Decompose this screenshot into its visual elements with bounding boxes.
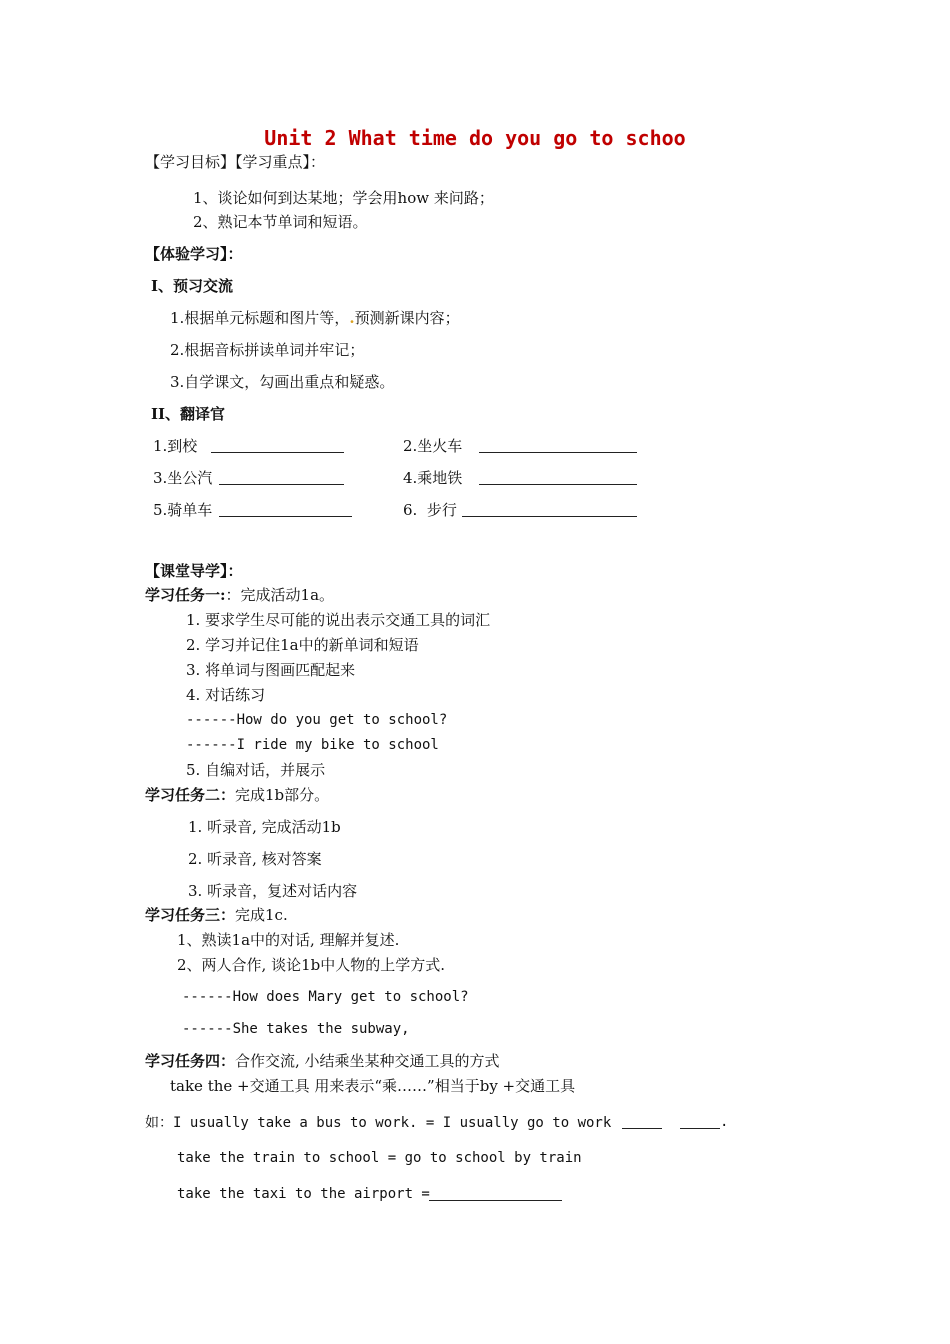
task3-text: 完成1c. [235, 906, 288, 924]
task1-label: 学习任务一: [145, 586, 226, 604]
task4-example-1-text: 如：I usually take a bus to work. = I usually go to work [145, 1115, 612, 1131]
task2-item-3: 3. 听录音，复述对话内容 [188, 882, 358, 900]
task3-item-1: 1、熟读1a中的对话, 理解并复述. [177, 931, 400, 949]
translate-blank-4[interactable] [479, 470, 637, 485]
translate-item-3 [153, 469, 212, 487]
task2-line [145, 786, 329, 804]
task3-item-2: 2、两人合作, 谈论1b中人物的上学方式. [177, 956, 445, 974]
task1-item-4: 4. 对话练习 [186, 686, 266, 704]
translate-item-6-label: 6. 步行 [403, 501, 457, 519]
task3-label: 学习任务三： [145, 906, 236, 924]
task3-dialog-2: ------She takes the subway, [182, 1021, 410, 1037]
translate-heading: II、翻译官 [151, 405, 226, 423]
task1-dialog-1: ------How do you get to school? [186, 712, 448, 728]
task1-item-3: 3. 将单词与图画匹配起来 [186, 661, 356, 679]
translate-blank-2[interactable] [479, 438, 637, 453]
task4-example-3: take the taxi to the airport = [177, 1186, 430, 1202]
translate-item-1 [153, 437, 197, 455]
task2-item-1: 1. 听录音, 完成活动1b [188, 818, 341, 836]
example-blank-3[interactable] [429, 1186, 562, 1201]
objectives-heading: 【学习目标】【学习重点】： [145, 153, 326, 171]
translate-item-3-label: 3.坐公汽 [153, 469, 213, 487]
translate-blank-3[interactable] [219, 470, 344, 485]
task4-example-2: take the train to school = go to school by train [177, 1150, 582, 1166]
translate-item-4-label: 4.乘地铁 [403, 469, 463, 487]
translate-item-5 [153, 501, 212, 519]
task1-text: ：完成活动1a。 [225, 586, 335, 604]
translate-item-2 [403, 437, 462, 455]
preview-item-1 [170, 309, 460, 327]
task2-label: 学习任务二： [145, 786, 236, 804]
task3-line [145, 906, 288, 924]
objective-item-2: 2、熟记本节单词和短语。 [193, 213, 368, 231]
example-1-period: . [720, 1114, 729, 1130]
preview-heading: I、预习交流 [151, 277, 234, 295]
example-blank-2[interactable] [680, 1114, 720, 1129]
classroom-heading: 【课堂导学】： [145, 562, 243, 580]
task3-dialog-1: ------How does Mary get to school? [182, 989, 469, 1005]
task1-item-1: 1. 要求学生尽可能的说出表示交通工具的词汇 [186, 611, 491, 629]
translate-item-4 [403, 469, 462, 487]
translate-item-6 [403, 501, 457, 519]
preview-item-2: 2.根据音标拼读单词并牢记； [170, 341, 365, 359]
translate-item-1-label: 1.到校 [153, 437, 198, 455]
example-blank-1[interactable] [622, 1114, 662, 1129]
task4-text: 合作交流, 小结乘坐某种交通工具的方式 [235, 1052, 500, 1070]
task1-line [145, 586, 334, 604]
task4-line [145, 1052, 500, 1070]
translate-blank-6[interactable] [462, 502, 637, 517]
task1-dialog-2: ------I ride my bike to school [186, 737, 439, 753]
task4-label: 学习任务四： [145, 1052, 236, 1070]
translate-blank-1[interactable] [211, 438, 344, 453]
translate-blank-5[interactable] [219, 502, 352, 517]
translate-item-5-label: 5.骑单车 [153, 501, 213, 519]
objective-item-1: 1、谈论如何到达某地；学会用how 来问路； [193, 189, 494, 207]
preview-item-1-part-b: 预测新课内容； [354, 309, 460, 327]
task1-item-2: 2. 学习并记住1a中的新单词和短语 [186, 636, 419, 654]
translate-item-2-label: 2.坐火车 [403, 437, 463, 455]
preview-item-3: 3.自学课文，勾画出重点和疑惑。 [170, 373, 395, 391]
task2-item-2: 2. 听录音, 核对答案 [188, 850, 322, 868]
page-title: Unit 2 What time do you go to schoo [264, 126, 686, 150]
stray-dot: . [349, 309, 355, 327]
task4-example-1 [145, 1113, 611, 1132]
preview-item-1-part-a: 1.根据单元标题和图片等， [170, 309, 350, 327]
experience-heading: 【体验学习】： [145, 245, 243, 263]
task4-rule: take the +交通工具 用来表示“乘……”相当于by +交通工具 [170, 1077, 576, 1095]
task2-text: 完成1b部分。 [235, 786, 330, 804]
task1-item-5: 5. 自编对话，并展示 [186, 761, 326, 779]
